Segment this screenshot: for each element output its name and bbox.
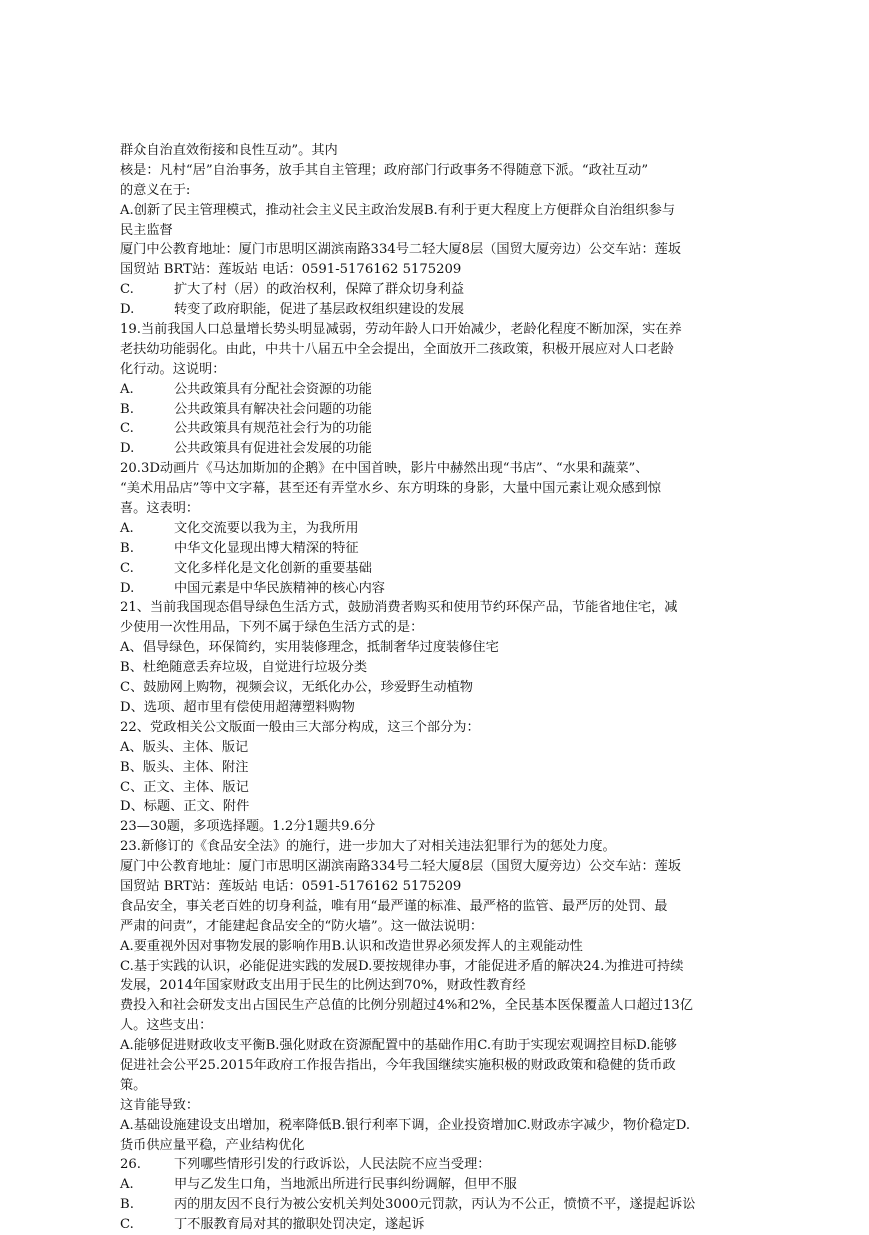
option-key: D. (120, 580, 135, 596)
option-line (120, 300, 780, 320)
option-text: 公共政策具有分配社会资源的功能 (174, 381, 372, 397)
text-line: “美术用品店”等中文字幕，甚至还有弄堂水乡、东方明珠的身影，大量中国元素让观众感到惊 (120, 481, 661, 497)
option-line (120, 439, 780, 459)
option-text: 丁不服教育局对其的撤职处罚决定，遂起诉 (174, 1217, 425, 1233)
text-line: 策。 (120, 1077, 147, 1093)
text-line: 23.新修订的《食品安全法》的施行，进一步加大了对相关违法犯罪行为的惩处力度。 (120, 839, 616, 855)
text-line: 促进社会公平25.2015年政府工作报告指出，今年我国继续实施积极的财政政策和稳健的货币政 (120, 1057, 676, 1073)
text-line: 19.当前我国人口总量增长势头明显减弱，劳动年龄人口开始减少，老龄化程度不断加深，实在养 (120, 322, 682, 338)
text-line: D、选项、超市里有偿使用超薄塑料购物 (120, 699, 355, 715)
text-line: 这肯能导致： (120, 1097, 200, 1113)
text-line: 23—30题，多项选择题。1.2分1题共9.6分 (120, 819, 376, 835)
text-line: 21、当前我国现态倡导绿色生活方式，鼓励消费者购买和使用节约环保产品，节能省地住宅，减 (120, 600, 678, 616)
option-text: 公共政策具有促进社会发展的功能 (174, 441, 372, 457)
option-line (120, 539, 780, 559)
text-line: 少使用一次性用品，下列不属于绿色生活方式的是： (120, 620, 424, 636)
option-line (120, 400, 780, 420)
text-line: C、正文、主体、版记 (120, 779, 249, 795)
text-line: B、杜绝随意丢弃垃圾，自觉进行垃圾分类 (120, 660, 368, 676)
option-line (120, 380, 780, 400)
text-line: 国贸站 BRT站：莲坂站 电话：0591-5176162 5175209 (120, 262, 462, 278)
option-key: B. (120, 1197, 134, 1213)
option-text: 中华文化显现出博大精深的特征 (174, 540, 359, 556)
text-line: A、倡导绿色，环保简约，实用装修理念，抵制奢华过度装修住宅 (120, 640, 499, 656)
option-key: A. (120, 520, 134, 536)
option-line (120, 559, 780, 579)
option-line (120, 1175, 780, 1195)
option-key: C. (120, 560, 134, 576)
option-text: 文化多样化是文化创新的重要基础 (174, 560, 372, 576)
option-line (120, 1155, 780, 1175)
option-key: 26. (120, 1157, 141, 1173)
text-line: 群众自治直效衔接和良性互动”。其内 (120, 143, 338, 158)
option-text: 公共政策具有解决社会问题的功能 (174, 401, 372, 417)
option-line (120, 519, 780, 539)
option-text: 丙的朋友因不良行为被公安机关判处3000元罚款，丙认为不公正，愤愤不平，遂提起诉讼 (174, 1197, 696, 1213)
document-page (120, 141, 780, 1235)
text-line: C、鼓励网上购物，视频会议，无纸化办公，珍爱野生动植物 (120, 680, 473, 696)
text-line: 喜。这表明： (120, 501, 200, 517)
option-line (120, 280, 780, 300)
text-line: A.创新了民主管理模式，推动社会主义民主政治发展B.有利于更大程度上方便群众自治组织参与 (120, 202, 676, 218)
option-key: C. (120, 282, 134, 298)
option-line (120, 579, 780, 599)
option-key: B. (120, 401, 134, 417)
text-line: D、标题、正文、附件 (120, 799, 250, 815)
option-key: B. (120, 540, 134, 556)
option-key: A. (120, 1177, 134, 1193)
option-text: 中国元素是中华民族精神的核心内容 (174, 580, 385, 596)
text-line: 民主监督 (120, 222, 173, 238)
option-text: 扩大了村（居）的政治权利，保障了群众切身利益 (174, 282, 465, 298)
option-text: 公共政策具有规范社会行为的功能 (174, 421, 372, 437)
text-line: 食品安全，事关老百姓的切身利益，唯有用“最严谨的标准、最严格的监管、最严厉的处罚、最 (120, 898, 668, 914)
text-line: 国贸站 BRT站：莲坂站 电话：0591-5176162 5175209 (120, 878, 462, 894)
text-line: 货币供应量平稳，产业结构优化 (120, 1137, 305, 1153)
text-line: 厦门中公教育地址：厦门市思明区湖滨南路334号二轻大厦8层（国贸大厦旁边）公交车站：莲坂 (120, 859, 682, 875)
text-line: 核是：凡村“居”自治事务，放手其自主管理；政府部门行政事务不得随意下派。“政社互动” (120, 162, 649, 178)
text-line: 化行动。这说明： (120, 361, 226, 377)
option-line (120, 1215, 780, 1235)
option-line (120, 419, 780, 439)
text-line: C.基于实践的认识，必能促进实践的发展D.要按规律办事，才能促进矛盾的解决24.为推进可持续 (120, 958, 684, 974)
option-key: D. (120, 441, 135, 457)
option-key: C. (120, 421, 134, 437)
text-line: 的意义在于: (120, 182, 191, 198)
text-line: 费投入和社会研发支出占国民生产总值的比例分别超过4%和2%，全民基本医保覆盖人口超过13亿 (120, 998, 693, 1014)
option-line (120, 1195, 780, 1215)
option-key: A. (120, 381, 134, 397)
option-key: D. (120, 302, 135, 318)
text-line: 22、党政相关公文版面一般由三大部分构成，这三个部分为： (120, 719, 480, 735)
option-text: 甲与乙发生口角，当地派出所进行民事纠纷调解，但甲不服 (174, 1177, 517, 1193)
text-line: B、版头、主体、附注 (120, 759, 249, 775)
text-line: A.能够促进财政收支平衡B.强化财政在资源配置中的基础作用C.有助于实现宏观调控目标D.能够 (120, 1038, 677, 1054)
text-line: 厦门中公教育地址：厦门市思明区湖滨南路334号二轻大厦8层（国贸大厦旁边）公交车站：莲坂 (120, 242, 682, 258)
text-line: A、版头、主体、版记 (120, 739, 249, 755)
text-line: 老扶幼功能弱化。由此，中共十八届五中全会提出，全面放开二孩政策，积极开展应对人口老龄 (120, 341, 674, 357)
option-text: 转变了政府职能，促进了基层政权组织建设的发展 (174, 302, 465, 318)
option-key: C. (120, 1217, 134, 1233)
text-line: 发展，2014年国家财政支出用于民生的比例达到70%，财政性教育经 (120, 978, 526, 994)
text-line: A.基础设施建设支出增加，税率降低B.银行利率下调，企业投资增加C.财政赤字减少，物价稳定D. (120, 1117, 691, 1133)
option-text: 下列哪些情形引发的行政诉讼，人民法院不应当受理： (174, 1157, 491, 1173)
text-line: 严肃的问责”，才能建起食品安全的“防火墙”。这一做法说明： (120, 918, 484, 934)
text-line: 20.3D动画片《马达加斯加的企鹅》在中国首映，影片中赫然出现“书店”、“水果和蔬菜”、 (120, 461, 649, 477)
option-text: 文化交流要以我为主，为我所用 (174, 520, 359, 536)
text-line: A.要重视外因对事物发展的影响作用B.认识和改造世界必须发挥人的主观能动性 (120, 938, 583, 954)
text-line: 人。这些支出： (120, 1018, 213, 1034)
